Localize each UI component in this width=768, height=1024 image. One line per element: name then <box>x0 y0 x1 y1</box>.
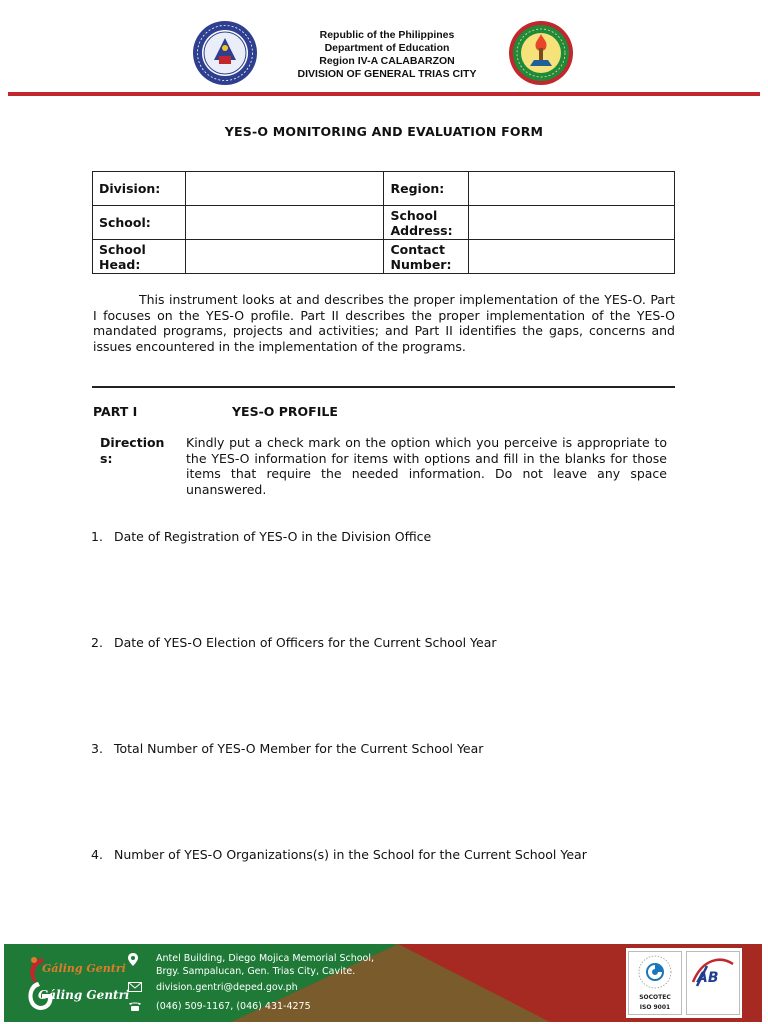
question-text: Date of YES-O Election of Officers for the Current School Year <box>114 635 497 650</box>
pab-mark: AB <box>697 970 719 986</box>
part-title: YES-O PROFILE <box>232 404 338 419</box>
agency-line-deped: Department of Education <box>324 42 450 54</box>
question-item <box>91 847 587 862</box>
socotec-logo-icon <box>629 952 681 992</box>
envelope-icon <box>128 982 142 994</box>
question-item <box>91 529 431 544</box>
phone-numbers: (046) 509-1167, (046) 431-4275 <box>156 1001 311 1012</box>
letterhead <box>0 0 768 100</box>
location-pin-icon <box>128 953 142 965</box>
school-address-field[interactable] <box>469 206 675 240</box>
school-head-label: School Head: <box>93 240 186 274</box>
directions-label: Directions: <box>100 435 165 466</box>
question-item <box>91 635 497 650</box>
region-field[interactable] <box>469 172 675 206</box>
question-number: 1. <box>91 529 103 544</box>
brand-tagline-bottom: Gáling Gentri <box>38 988 130 1002</box>
form-title: YES-O MONITORING AND EVALUATION FORM <box>224 124 544 139</box>
region-label: Region: <box>384 172 469 206</box>
table-row <box>93 240 675 274</box>
intro-text: This instrument looks at and describes the proper implementation of the YES-O. Part I focuses on the YES-O profile. Part II describes the proper implementation of the YES-O mandated programs, projects and activities; and Part II identifies the gaps, concerns and issues encountered in the implementation of the programs. <box>93 292 675 354</box>
address-line-2: Brgy. Sampalucan, Gen. Trias City, Cavite. <box>156 966 356 977</box>
galing-gentri-logo <box>22 950 130 1016</box>
contact-number-label: Contact Number: <box>384 240 469 274</box>
certification-logos <box>626 948 742 1018</box>
question-number: 3. <box>91 741 103 756</box>
intro-paragraph <box>93 292 675 354</box>
agency-line-republic: Republic of the Philippines <box>319 29 455 41</box>
socotec-caption: SOCOTEC <box>639 994 671 1001</box>
school-label: School: <box>93 206 186 240</box>
question-item <box>91 741 483 756</box>
section-divider <box>92 386 675 388</box>
agency-line-division: DIVISION OF GENERAL TRIAS CITY <box>297 68 477 80</box>
division-label: Division: <box>93 172 186 206</box>
table-row <box>93 206 675 240</box>
brand-tagline-top: Gáling Gentri <box>42 962 126 975</box>
school-info-table <box>92 171 675 274</box>
question-text: Date of Registration of YES-O in the Division Office <box>114 529 432 544</box>
agency-line-region: Region IV-A CALABARZON <box>319 55 455 67</box>
footer-banner <box>4 944 762 1022</box>
iso-caption: ISO 9001 <box>639 1004 671 1011</box>
school-address-label: School Address: <box>384 206 469 240</box>
school-field[interactable] <box>185 206 384 240</box>
header-divider <box>8 92 760 96</box>
directions-text: Kindly put a check mark on the option which you perceive is appropriate to the YES-O information for items with options and fill in the blanks for those items that require the needed information. Do not leave any space unanswered. <box>186 435 667 497</box>
table-row <box>93 172 675 206</box>
contact-number-field[interactable] <box>469 240 675 274</box>
email-address[interactable]: division.gentri@deped.gov.ph <box>156 982 298 993</box>
socotec-certification <box>628 951 682 1015</box>
division-seal-icon <box>508 20 574 86</box>
part-label: PART I <box>93 404 138 419</box>
galing-gentri-mark-icon <box>22 950 122 1016</box>
school-head-field[interactable] <box>185 240 384 274</box>
telephone-icon <box>128 1001 142 1013</box>
question-text: Number of YES-O Organizations(s) in the School for the Current School Year <box>114 847 587 862</box>
question-text: Total Number of YES-O Member for the Current School Year <box>114 741 484 756</box>
pab-certification <box>686 951 740 1015</box>
division-field[interactable] <box>185 172 384 206</box>
question-number: 2. <box>91 635 103 650</box>
agency-block <box>282 29 492 81</box>
deped-seal-icon <box>192 20 258 86</box>
address-line-1: Antel Building, Diego Mojica Memorial School, <box>156 953 375 964</box>
question-number: 4. <box>91 847 103 862</box>
